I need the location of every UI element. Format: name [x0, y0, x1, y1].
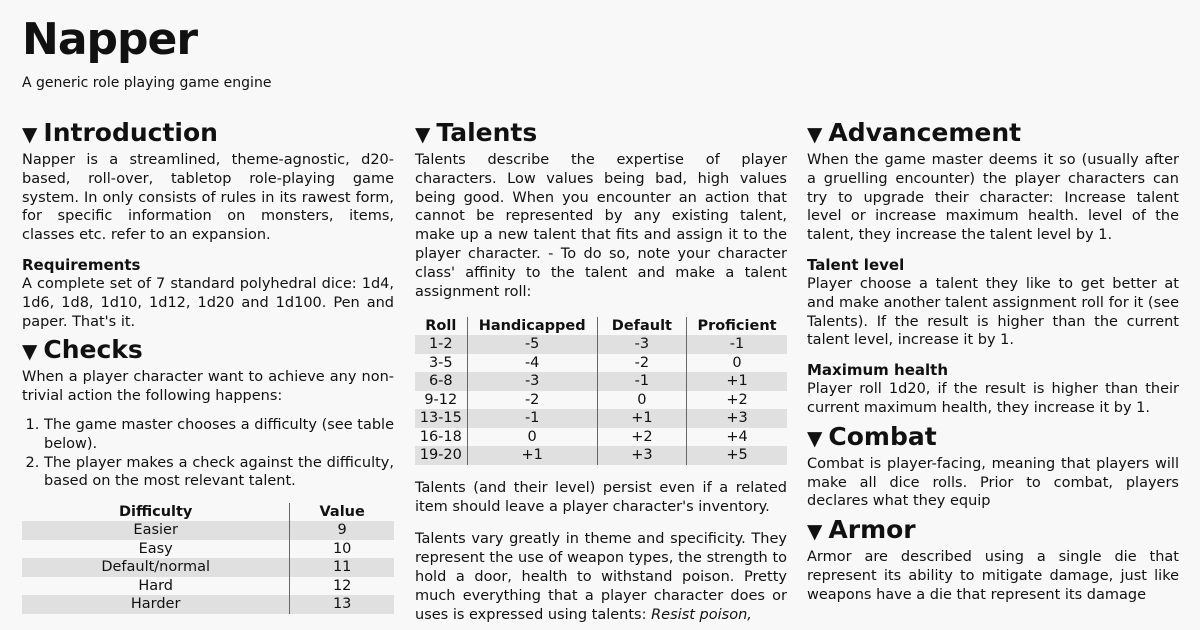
table-cell: 10 — [290, 540, 394, 559]
table-cell: -1 — [687, 335, 787, 354]
table-header-row — [415, 317, 787, 335]
table-cell: +2 — [687, 391, 787, 410]
collapse-triangle-icon[interactable]: ▼ — [807, 519, 823, 544]
collapse-triangle-icon[interactable]: ▼ — [22, 122, 38, 146]
table-cell: -1 — [467, 409, 597, 428]
requirements-text: A complete set of 7 standard polyhedral dice: 1d4, 1d6, 1d8, 1d10, 1d12, 1d20 and 1d100. Pen and paper. That's it. — [22, 275, 394, 330]
table-cell: 13-15 — [415, 409, 467, 428]
collapse-triangle-icon[interactable]: ▼ — [807, 122, 823, 146]
table-cell: +1 — [687, 372, 787, 391]
table-cell: +5 — [687, 446, 787, 465]
table-cell: -2 — [597, 354, 686, 373]
talent-level-heading: Talent level — [807, 255, 905, 274]
table-cell: -4 — [467, 354, 597, 373]
talent-level-text: Player choose a talent they like to get better at and make another talent assignment roll for it (see Talents). If the result is higher than the current talent level, increase it by 1. — [807, 275, 1179, 349]
advancement-text: When the game master deems it so (usually after a gruelling encounter) the player characters can try to upgrade their character: Increase talent level or increase maximum health. level of the talent, they increase the talent level by 1. — [807, 152, 1179, 244]
page-subtitle: A generic role playing game engine — [22, 75, 272, 91]
difficulty-table — [22, 503, 394, 614]
section-advancement[interactable] — [807, 118, 1179, 149]
section-heading-text: Combat — [828, 421, 937, 451]
combat-text: Combat is player-facing, meaning that players will make all dice rolls. Prior to combat, players declares what they equip — [807, 455, 1179, 510]
section-armor[interactable] — [807, 515, 1179, 546]
table-cell: Default/normal — [22, 558, 290, 577]
table-row — [415, 354, 787, 373]
table-row — [22, 521, 394, 540]
table-header-cell: Proficient — [687, 317, 787, 335]
table-cell: 6-8 — [415, 372, 467, 391]
maximum-health-heading: Maximum health — [807, 361, 948, 380]
table-cell: 19-20 — [415, 446, 467, 465]
talents-text: Talents describe the expertise of player characters. Low values being bad, high values being good. When you encounter an action that cannot be represented by any existing talent, make up a new talent that fits and assign it to the player character. - To do so, note your character class' affinity to the talent and make a talent assignment roll: — [415, 152, 787, 300]
table-cell: 13 — [290, 595, 394, 614]
column-middle — [415, 114, 787, 628]
table-header-row — [22, 503, 394, 521]
list-item: 2. The player makes a check against the difficulty, based on the most relevant talent. — [44, 454, 394, 492]
talents-vary-text — [415, 530, 787, 624]
list-item: 1. The game master chooses a difficulty (see table below). — [44, 416, 394, 454]
checks-text: When a player character want to achieve any non-trivial action the following happens: — [22, 369, 394, 405]
table-cell: Easier — [22, 521, 290, 540]
table-cell: 0 — [597, 391, 686, 410]
table-row — [415, 446, 787, 465]
talent-assignment-table — [415, 317, 787, 465]
section-heading-text: Checks — [43, 335, 143, 365]
talents-vary-text-main: Talents vary greatly in theme and specificity. They represent the use of weapon types, the strength to hold a door, health to withstand poison. Pretty much everything that a player character does or uses is expressed using talents: — [415, 531, 787, 623]
table-header-cell: Default — [597, 317, 686, 335]
table-cell: Harder — [22, 595, 290, 614]
table-cell: +2 — [597, 428, 686, 447]
checks-steps-list — [22, 416, 394, 491]
talents-persist-text: Talents (and their level) persist even if a related item should leave a player character's inventory. — [415, 479, 787, 515]
section-checks[interactable] — [22, 335, 394, 366]
table-row — [22, 558, 394, 577]
table-cell: -2 — [467, 391, 597, 410]
table-cell: Hard — [138, 577, 174, 594]
collapse-triangle-icon[interactable]: ▼ — [415, 122, 431, 146]
table-row — [415, 428, 787, 447]
table-header-cell: Difficulty — [118, 504, 193, 521]
talents-vary-text-example: Resist poison, — [651, 606, 752, 623]
table-row — [415, 372, 787, 391]
table-row — [415, 409, 787, 428]
table-cell: 3-5 — [428, 354, 453, 371]
table-cell: 0 — [467, 428, 597, 447]
table-cell: 12 — [290, 577, 394, 596]
armor-text: Armor are described using a single die that represent its ability to mitigate damage, just like weapons have a die that represent its damage — [807, 549, 1179, 603]
table-cell: 1-2 — [415, 335, 467, 354]
table-header-cell: Roll — [425, 318, 457, 335]
table-cell: -3 — [597, 335, 686, 354]
table-cell: 0 — [687, 354, 787, 373]
requirements-heading: Requirements — [22, 255, 141, 274]
table-cell: -1 — [597, 372, 686, 391]
section-heading-text: Advancement — [828, 118, 1022, 147]
column-right — [807, 114, 1179, 609]
table-cell: +3 — [687, 409, 787, 428]
table-row — [22, 577, 394, 596]
section-talents[interactable] — [415, 118, 787, 149]
table-header-cell: Value — [290, 503, 394, 521]
section-heading-text: Talents — [436, 118, 538, 147]
table-cell: +4 — [687, 428, 787, 447]
table-cell: -5 — [467, 335, 597, 354]
introduction-text: Napper is a streamlined, theme-agnostic, d20-based, roll-over, tabletop role-playing game system. In only consists of rules in its rawest form, for specific information on monsters, items, classes etc. refer to an expansion. — [22, 152, 394, 244]
table-cell: Easy — [138, 540, 173, 557]
collapse-triangle-icon[interactable]: ▼ — [807, 425, 823, 450]
table-row — [415, 391, 787, 410]
collapse-triangle-icon[interactable]: ▼ — [22, 339, 38, 364]
table-cell: 9 — [290, 521, 394, 540]
table-cell: +1 — [467, 446, 597, 465]
table-cell: +1 — [597, 409, 686, 428]
table-cell: 16-18 — [419, 428, 462, 445]
table-row — [22, 595, 394, 614]
table-row — [22, 540, 394, 559]
table-cell: -3 — [467, 372, 597, 391]
section-heading-text: Introduction — [43, 118, 218, 147]
section-introduction[interactable] — [22, 118, 394, 149]
table-cell: 11 — [290, 558, 394, 577]
column-left — [22, 114, 394, 614]
table-cell: +3 — [597, 446, 686, 465]
section-combat[interactable] — [807, 422, 1179, 453]
section-heading-text: Armor — [828, 515, 916, 545]
table-row — [415, 335, 787, 354]
page-title: Napper — [22, 14, 198, 65]
table-header-cell: Handicapped — [467, 317, 597, 335]
maximum-health-text: Player roll 1d20, if the result is higher than their current maximum health, they increase it by 1. — [807, 381, 1179, 416]
table-cell: 9-12 — [424, 391, 458, 408]
